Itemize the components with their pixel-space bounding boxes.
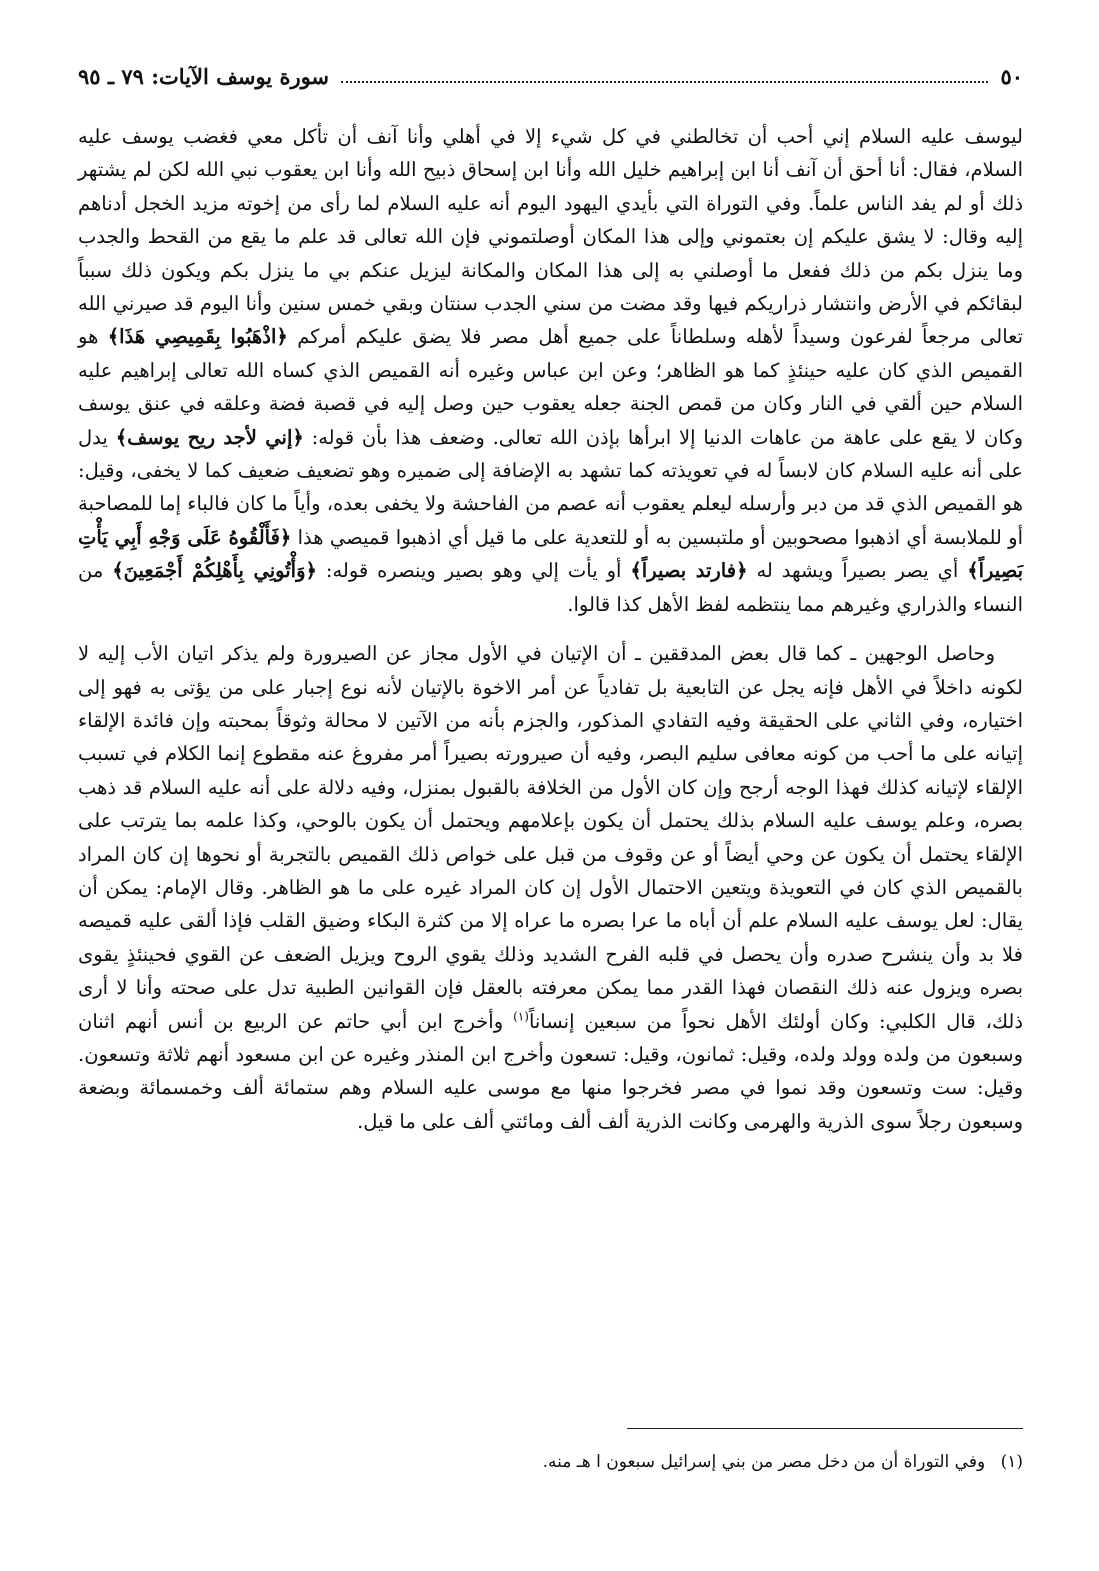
text-segment: وحاصل الوجهين ـ كما قال بعض المدققين ـ أن الإتيان في الأول مجاز عن الصيرورة ولم يذكر اتيان الأب إليه لا لكونه داخلاً في الأهل فإنه يجل عن التابعية بل تفادياً عن أمر الاخوة بالإتيان لأنه نوع إجبار على من يؤتى به فهو إلى اختياره، وفي الثاني على الحقيقة وفيه التفادي المذكور، والجزم بأنه من الآتين لا محالة وثوقاً بمحبته وإن فائدة الإلقاء إتيانه على ما أحب من كونه معافى سليم البصر، وفيه أن صيرورته بصيراً أمر مفروغ عنه مقطوع إنما الكلام في تسبب الإلقاء لإتيانه كذلك فهذا الوجه أرجح وإن كان الأول من الخلافة بالقبول بمنزل، وفيه دلالة على أنه عليه السلام قد ذهب بصره، وعلم يوسف عليه السلام بذلك يحتمل أن يكون بإعلامهم ويحتمل أن يكون بالوحي، وكذا علمه بما يترتب على الإلقاء يحتمل أن يكون عن وحي أيضاً أو عن وقوف من قبل على خواص ذلك القميص بالتجربة أو نحوها إن كان المراد بالقميص الذي كان في التعويذة ويتعين الاحتمال الأول إن كان المراد غيره على ما هو الظاهر. وقال الإمام: يمكن أن يقال: لعل يوسف عليه السلام علم أن أباه ما عرا بصره ما عراه إلا من كثرة البكاء وضيق القلب فإذا ألقى عليه قميصه فلا بد وأن ينشرح صدره وأن يحصل في قلبه الفرح الشديد وذلك يقوي الروح ويزيل الضعف عن القوي فحينئذٍ يقوى بصره ويزول عنه ذلك النقصان فهذا القدر مما يمكن معرفته بالعقل فإن القوانين الطبية تدل على صحته وأنا لا أرى ذلك، قال الكلبي: وكان أولئك الأهل نحواً من سبعين إنساناً [78, 642, 1024, 1033]
paragraph-2 [78, 637, 1023, 1138]
footnote [78, 1449, 1023, 1475]
quran-quote: ﴿فَأَلْقُوهُ عَلَى وَجْهِ أَبِي يَأْتِ بَصِيراً﴾ [78, 525, 1024, 583]
quran-quote: ﴿وَأْتُونِي بِأَهْلِكُمْ أَجْمَعِينَ﴾ [112, 559, 317, 583]
text-segment: يدل على أنه عليه السلام كان لابساً له في تعويذته كما تشهد به الإضافة إلى ضميره وهو تضعيف ضعيف كما لا يخفى، وقيل: هو القميص الذي قد من دبر وأرسله ليعلم يعقوب أنه عصم من الفاحشة ولا يخفى بعده، وأياً ما كان فالباء إما للمصاحبة أو للملابسة أي اذهبوا مصحوبين أو ملتبسين به أو للتعدية على ما قيل أي اذهبوا قميصي هذا [78, 425, 1023, 549]
text-segment: وأخرج ابن أبي حاتم عن الربيع بن أنس أنهم اثنان وسبعون من ولده وولد ولده، وقيل: ثمانون، وقيل: تسعون وأخرج ابن المنذر وغيره عن ابن مسعود أنهم ثلاثة وتسعون. وقيل: ست وتسعون وقد نموا في مصر فخرجوا منها مع موسى عليه السلام وهم ستمائة ألف وخمسمائة وبضعة وسبعون رجلاً سوى الذرية والهرمى وكانت الذرية ألف ألف ومائتي ألف على ما قيل. [78, 1009, 1023, 1133]
quran-quote: ﴿فارتد بصيراً﴾ [630, 559, 748, 583]
footnote-text: وفي التوراة أن من دخل مصر من بني إسرائيل سبعون ا هـ منه. [542, 1452, 986, 1472]
text-segment: ليوسف عليه السلام إني أحب أن تخالطني في كل شيء إلا في أهلي وأنا آنف أن تأكل معي فغضب يوسف عليه السلام، فقال: أنا أحق أن آنف أنا ابن إبراهيم خليل الله وأنا ابن إسحاق ذبيح الله وأنا ابن يعقوب نبي الله لكن لم يشتهر ذلك أو لم يفد الناس علماً. وفي التوراة التي بأيدي اليهود اليوم أنه عليه السلام لما رأى من إخوته مزيد الخجل أدناهم إليه وقال: لا يشق عليكم إن بعتموني وإلى هذا المكان أوصلتموني فإن الله تعالى قد علم ما يقع من القحط والجدب وما ينزل بكم من ذلك ففعل ما أوصلني به إلى هذا المكان والمكانة ليزيل عنكم بي ما ينزل بكم ويكون ذلك سبباً لبقائكم في الأرض وانتشار ذراريكم فيها وقد مضت من سني الجدب سنتان وبقي خمس سنين وأنا اليوم قد صيرني الله تعالى مرجعاً لفرعون وسيداً لأهله وسلطاناً على جميع أهل مصر فلا يضق عليكم أمركم [78, 125, 1023, 349]
text-segment: هو القميص الذي كان عليه حينئذٍ كما هو الظاهر؛ وعن ابن عباس وغيره أنه القميص الذي كساه الله تعالى إبراهيم عليه السلام حين ألقي في النار وكان من قمص الجنة جعله يعقوب حين وصل إليه في قصبة فضة وعلقه في عنق يوسف وكان لا يقع على عاهة من عاهات الدنيا إلا ابرأها بإذن الله تعالى. وضعف هذا بأن قوله: [78, 325, 1023, 449]
footnote-divider [627, 1428, 1023, 1429]
quran-quote: ﴿إني لأجد ريح يوسف﴾ [115, 425, 304, 449]
main-text [78, 120, 1023, 1138]
header-dot-leader [341, 81, 988, 83]
quran-quote: ﴿اذْهَبُوا بِقَمِيصِي هَذَا﴾ [107, 325, 288, 349]
text-segment: أي يصر بصيراً ويشهد له [756, 559, 959, 583]
footnote-reference[interactable]: (١) [513, 1009, 529, 1024]
footnote-marker: (١) [1000, 1452, 1023, 1472]
text-segment: أو يأت إلي وهو بصير وينصره قوله: [325, 559, 622, 583]
page-number: ٥٠ [1000, 63, 1023, 89]
running-header [78, 56, 1023, 96]
running-title: سورة يوسف الآيات: ٧٩ ـ ٩٥ [78, 63, 330, 89]
paragraph-1 [78, 120, 1023, 621]
text-segment: من النساء والذراري وغيرهم مما ينتظمه لفظ الأهل كذا قالوا. [78, 559, 1023, 616]
